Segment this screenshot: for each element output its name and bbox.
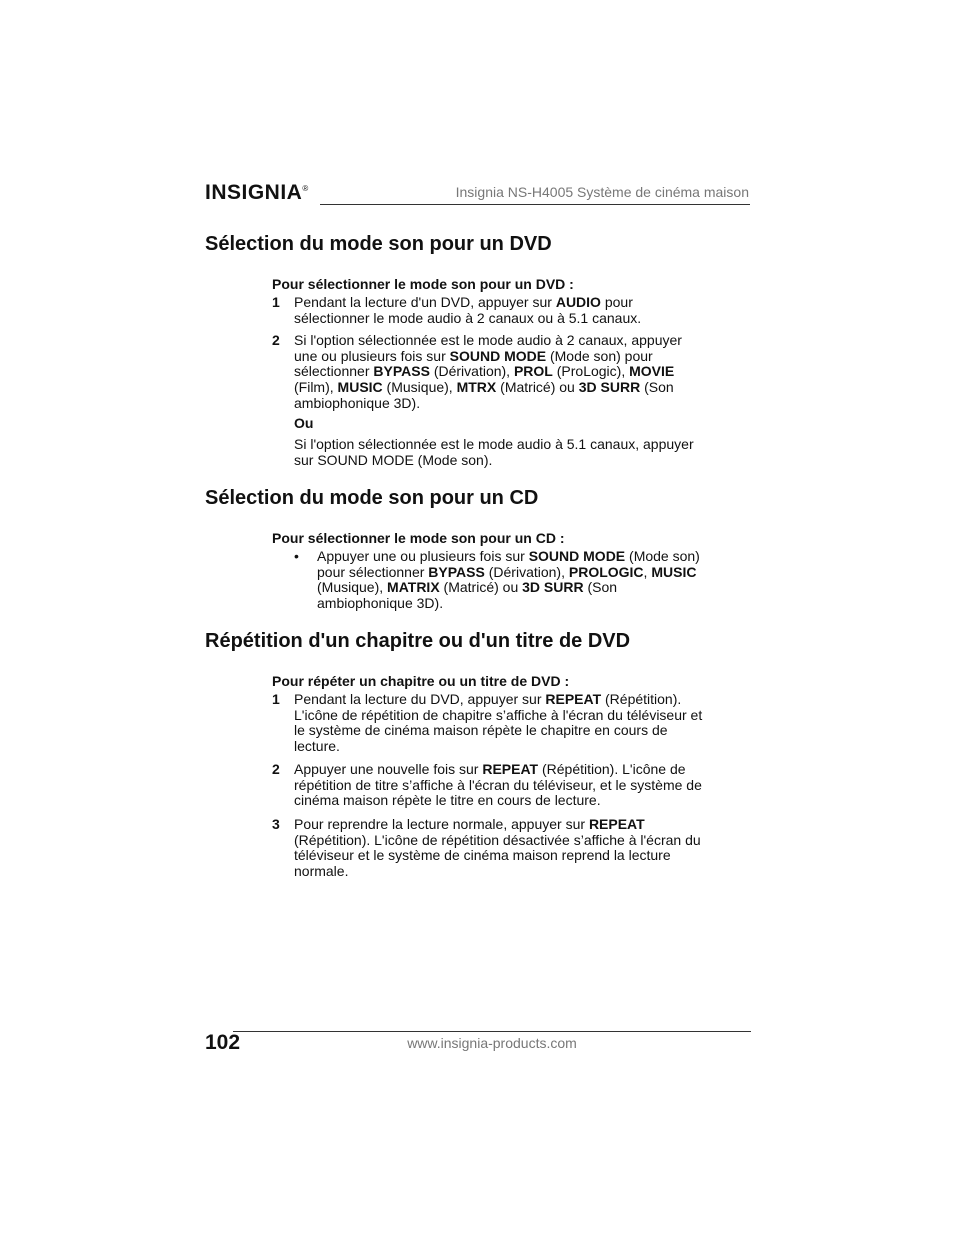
button-name-emphasis: PROL (513, 363, 553, 380)
button-name-emphasis: MTRX (456, 379, 497, 396)
procedure-title-dvd-sound: Pour sélectionner le mode son pour un DVD : (272, 276, 574, 292)
procedure-title-repeat: Pour répéter un chapitre ou un titre de DVD : (272, 673, 570, 689)
button-name-emphasis: BYPASS (428, 563, 485, 580)
insignia-logo (205, 181, 309, 205)
logo-trademark: ® (302, 184, 309, 193)
button-name-emphasis: REPEAT (482, 761, 539, 777)
button-name-emphasis: PROLOGIC (568, 563, 644, 580)
step-text (294, 295, 641, 326)
section-heading-repeat: Répétition d'un chapitre ou d'un titre de DVD (205, 630, 631, 652)
step-number: 1 (272, 691, 280, 707)
button-name-emphasis: 3D SURR (522, 579, 584, 596)
or-label: Ou (294, 415, 314, 431)
header-title: Insignia NS-H4005 Système de cinéma maison (455, 184, 749, 200)
step-text (294, 692, 702, 755)
text-line: Pendant la lecture du DVD, appuyer sur REPEAT (Répétition). (294, 691, 682, 707)
step-text (294, 333, 682, 412)
text-line: (Musique), MATRIX (Matricé) ou 3D SURR (Son (317, 579, 618, 596)
text-line: répétition de titre s’affiche à l'écran du téléviseur, et le système de (294, 776, 702, 793)
text-line: sélectionner BYPASS (Dérivation), PROL (ProLogic), MOVIE (294, 363, 675, 380)
logo-text: INSIGNIA (205, 181, 303, 204)
button-name-emphasis: REPEAT (588, 816, 645, 832)
text-line: ambiophonique 3D). (317, 595, 444, 612)
text-line: (Répétition). L'icône de répétition désactivée s’affiche à l'écran du (294, 831, 701, 848)
button-name-emphasis: 3D SURR (578, 379, 641, 396)
text-line: Appuyer une ou plusieurs fois sur SOUND MODE (Mode son) (317, 548, 700, 564)
button-name-emphasis: MUSIC (651, 563, 697, 580)
header-divider (320, 204, 750, 205)
text-line: Si l'option sélectionnée est le mode audio à 5.1 canaux, appuyer (294, 436, 694, 452)
page-number: 102 (205, 1031, 241, 1054)
text-line: cinéma maison répète le titre en cours de lecture. (294, 792, 601, 809)
step-text (294, 762, 702, 809)
text-line: L'icône de répétition de chapitre s’affiche à l'écran du téléviseur et (294, 706, 703, 723)
bullet-icon: • (294, 548, 299, 564)
footer-url: www.insignia-products.com (407, 1035, 577, 1051)
step-number: 3 (272, 816, 280, 832)
text-line: téléviseur et le système de cinéma maison reprend la lecture (294, 847, 671, 864)
button-name-emphasis: BYPASS (373, 363, 430, 380)
text-line: ambiophonique 3D). (294, 394, 421, 411)
text-line: le système de cinéma maison répète le chapitre en cours de (294, 722, 668, 739)
button-name-emphasis: MOVIE (629, 363, 675, 380)
footer-divider (233, 1031, 751, 1032)
step-text (294, 817, 701, 880)
button-name-emphasis: SOUND MODE (528, 548, 626, 564)
text-line: (Film), MUSIC (Musique), MTRX (Matricé) ou 3D SURR (Son (294, 379, 674, 396)
button-name-emphasis: AUDIO (555, 294, 601, 310)
step-alt-text (294, 437, 694, 468)
text-line: pour sélectionner BYPASS (Dérivation), PROLOGIC, MUSIC (317, 563, 697, 580)
bullet-text (317, 549, 700, 612)
button-name-emphasis: MATRIX (387, 579, 440, 596)
text-line: Pour reprendre la lecture normale, appuyer sur REPEAT (294, 816, 645, 832)
section-heading-cd-sound: Sélection du mode son pour un CD (205, 487, 539, 509)
step-number: 1 (272, 294, 280, 310)
procedure-title-cd-sound: Pour sélectionner le mode son pour un CD : (272, 530, 565, 546)
text-line: sélectionner le mode audio à 2 canaux ou à 5.1 canaux. (294, 309, 642, 326)
step-number: 2 (272, 761, 280, 777)
text-line: Pendant la lecture d'un DVD, appuyer sur AUDIO pour (294, 294, 633, 310)
section-heading-dvd-sound: Sélection du mode son pour un DVD (205, 233, 552, 255)
button-name-emphasis: REPEAT (545, 691, 602, 707)
text-line: lecture. (294, 738, 340, 755)
step-number: 2 (272, 332, 280, 348)
button-name-emphasis: SOUND MODE (449, 347, 547, 364)
text-line: Appuyer une nouvelle fois sur REPEAT (Répétition). L'icône de (294, 761, 686, 777)
text-line: normale. (294, 863, 349, 880)
text-line: Si l'option sélectionnée est le mode audio à 2 canaux, appuyer (294, 332, 682, 348)
button-name-emphasis: MUSIC (337, 379, 383, 396)
text-line: sur SOUND MODE (Mode son). (294, 451, 493, 468)
text-line: une ou plusieurs fois sur SOUND MODE (Mode son) pour (294, 347, 653, 364)
